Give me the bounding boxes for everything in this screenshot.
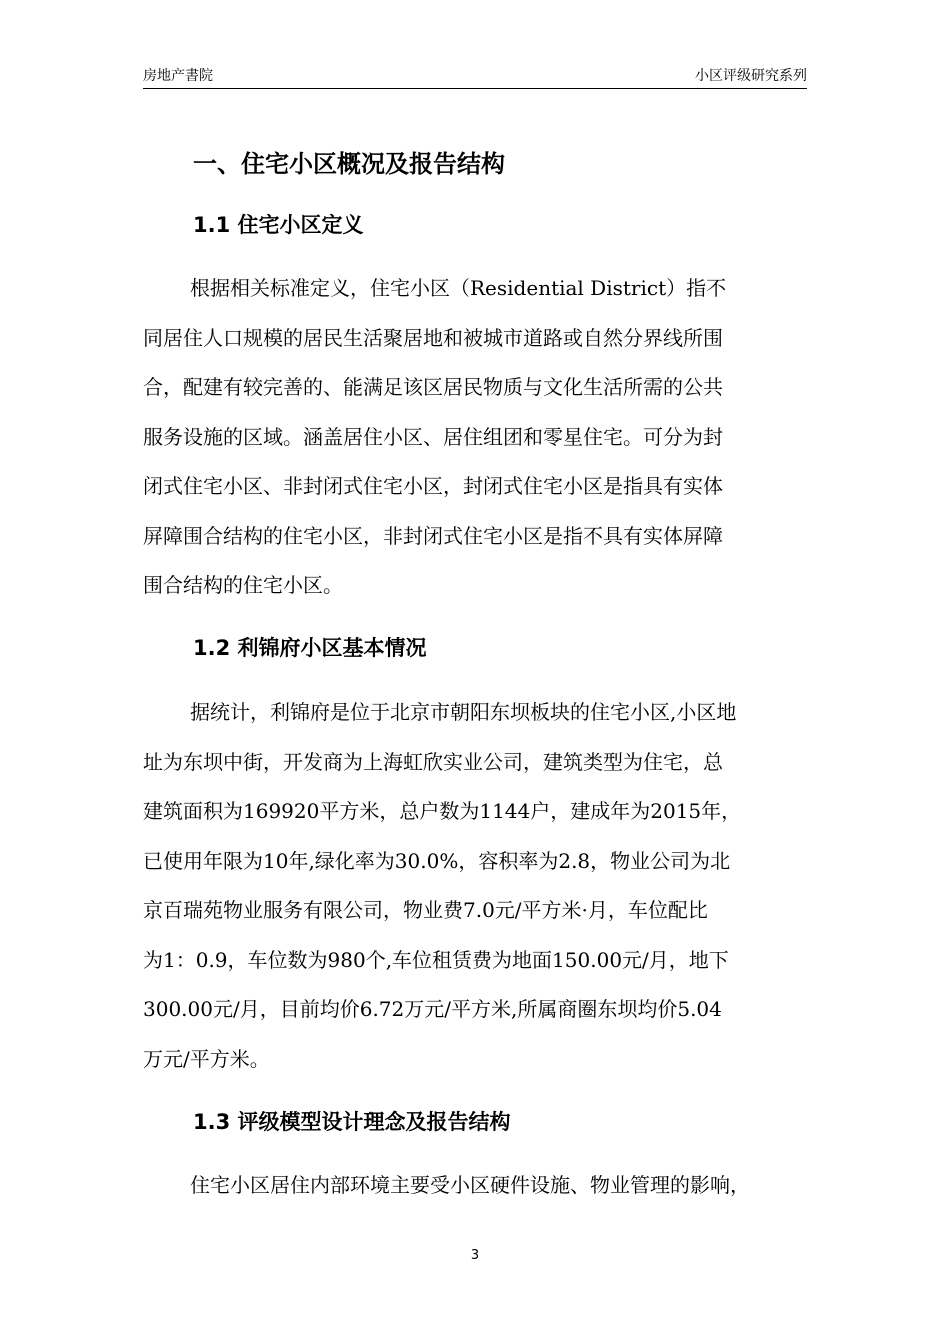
paragraph-basic-info: [143, 688, 807, 1084]
text-line: 300.00元/月，目前均价6.72万元/平方米,所属商圈东坝均价5.04: [143, 997, 722, 1021]
text-line: 已使用年限为10年,绿化率为30.0%，容积率为2.8，物业公司为北: [143, 848, 731, 873]
text-line: 为1：0.9，车位数为980个,车位租赁费为地面150.00元/月，地下: [143, 947, 729, 972]
text-line: 根据相关标准定义，住宅小区（Residential District）指不: [190, 276, 727, 300]
text-line: 服务设施的区域。涵盖居住小区、居住组团和零星住宅。可分为封: [143, 424, 723, 449]
paragraph-model-design: [143, 1161, 807, 1211]
text-line: 住宅小区居住内部环境主要受小区硬件设施、物业管理的影响，: [190, 1173, 750, 1197]
section-heading-1-1: 1.1 住宅小区定义: [193, 213, 364, 237]
text-line: 万元/平方米。: [143, 1046, 270, 1071]
text-line: 围合结构的住宅小区。: [143, 573, 343, 597]
page-header: [143, 66, 807, 89]
text-line: 据统计，利锦府是位于北京市朝阳东坝板块的住宅小区,小区地: [190, 700, 737, 724]
text-line: 同居住人口规模的居民生活聚居地和被城市道路或自然分界线所围: [143, 325, 723, 350]
text-line: 京百瑞苑物业服务有限公司，物业费7.0元/平方米·月，车位配比: [143, 898, 708, 922]
text-line: 屏障围合结构的住宅小区，非封闭式住宅小区是指不具有实体屏障: [143, 523, 723, 548]
text-line: 建筑面积为169920平方米，总户数为1144户，建成年为2015年，: [143, 799, 742, 823]
text-line: 闭式住宅小区、非封闭式住宅小区，封闭式住宅小区是指具有实体: [143, 474, 723, 498]
header-left-text: 房地产書院: [143, 68, 213, 84]
text-line: 合，配建有较完善的、能满足该区居民物质与文化生活所需的公共: [143, 375, 723, 399]
chapter-title: 一、住宅小区概况及报告结构: [193, 150, 505, 178]
header-right-text: 小区评级研究系列: [695, 68, 807, 84]
paragraph-definition: [143, 264, 807, 611]
text-line: 址为东坝中街，开发商为上海虹欣实业公司，建筑类型为住宅，总: [143, 749, 723, 774]
section-heading-1-2: 1.2 利锦府小区基本情况: [193, 636, 427, 660]
page-number: 3: [470, 1248, 480, 1263]
section-heading-1-3: 1.3 评级模型设计理念及报告结构: [193, 1110, 511, 1134]
